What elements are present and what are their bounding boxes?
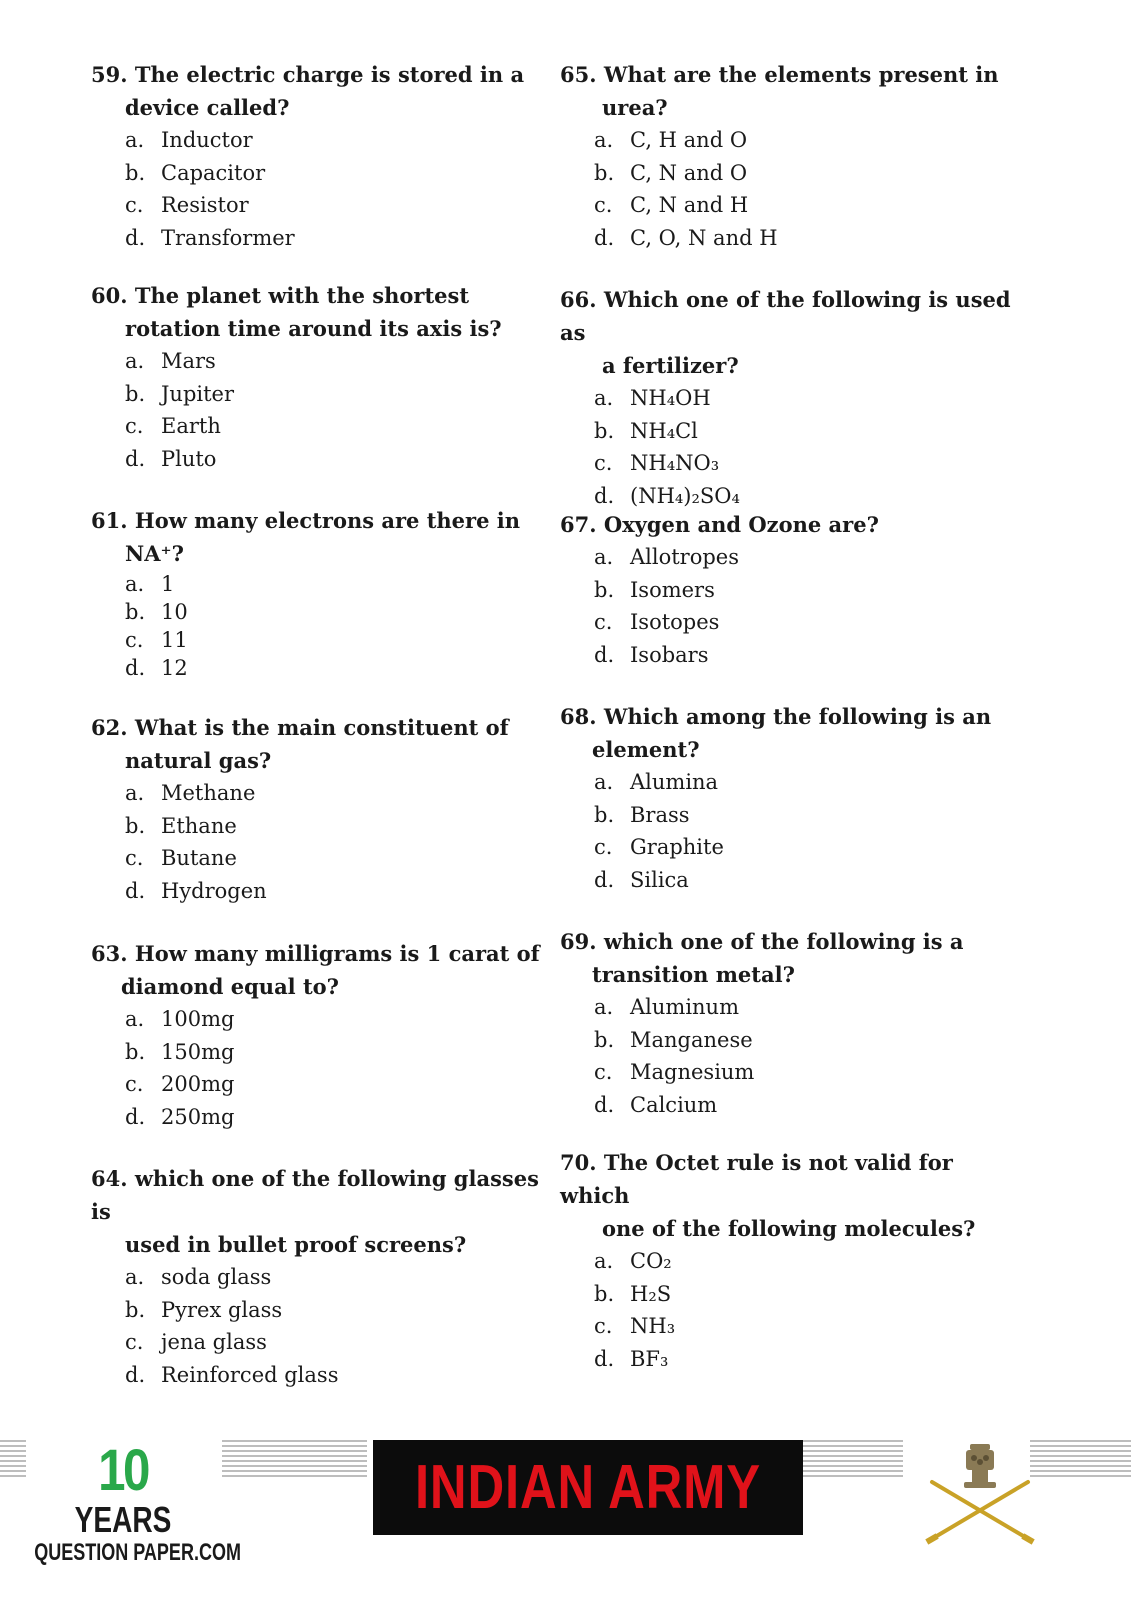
- question-text: diamond equal to?: [121, 974, 339, 999]
- question-text: How many milligrams is 1 carat of: [134, 941, 540, 966]
- question-68: [560, 700, 1020, 896]
- question-number: 65.: [560, 62, 597, 87]
- option-item: a. C, H and O: [594, 128, 748, 152]
- option-item: c. C, N and H: [594, 193, 749, 217]
- question-59: [91, 58, 541, 254]
- question-text: which one of the following is a: [603, 929, 964, 954]
- option-item: a. Inductor: [125, 128, 253, 152]
- question-text: device called?: [125, 95, 290, 120]
- question-60: [91, 279, 541, 475]
- question-number: 66.: [560, 287, 597, 312]
- option-item: b. 10: [125, 600, 188, 624]
- question-text: The planet with the shortest: [134, 283, 470, 308]
- option-item: a. 1: [125, 572, 175, 596]
- indian-army-banner: INDIAN ARMY: [373, 1440, 803, 1535]
- option-item: c. Resistor: [125, 193, 249, 217]
- option-list: [560, 124, 1020, 254]
- footer-stripes: [222, 1440, 367, 1480]
- question-number: 59.: [91, 62, 128, 87]
- question-number: 63.: [91, 941, 128, 966]
- option-item: c. 11: [125, 628, 188, 652]
- option-item: a. Allotropes: [594, 545, 740, 569]
- option-item: a. Methane: [125, 781, 256, 805]
- option-item: a. Mars: [125, 349, 216, 373]
- question-text: a fertilizer?: [602, 353, 739, 378]
- option-item: a. 100mg: [125, 1007, 235, 1031]
- ten-years-question-paper-logo: 10 YEARS QUESTION PAPER.COM: [34, 1438, 241, 1566]
- footer-stripes: [1030, 1440, 1131, 1480]
- question-number: 62.: [91, 715, 128, 740]
- question-text: one of the following molecules?: [602, 1216, 976, 1241]
- footer-stripes: [803, 1440, 903, 1480]
- option-item: d. Silica: [594, 867, 689, 892]
- option-item: b. Capacitor: [125, 160, 266, 185]
- question-66: [560, 283, 1020, 512]
- option-list: [560, 766, 1020, 896]
- option-item: b. Pyrex glass: [125, 1297, 283, 1322]
- option-item: b. Manganese: [594, 1027, 753, 1052]
- option-item: d. BF₃: [594, 1346, 669, 1371]
- option-list: [560, 541, 1020, 671]
- option-item: a. NH₄OH: [594, 386, 711, 410]
- option-item: a. Alumina: [594, 770, 719, 794]
- question-text: used in bullet proof screens?: [125, 1232, 467, 1257]
- option-list: [91, 345, 541, 475]
- option-item: c. NH₄NO₃: [594, 451, 720, 475]
- question-text: What are the elements present in: [603, 62, 999, 87]
- question-62: [91, 711, 541, 907]
- question-63: [91, 937, 541, 1133]
- option-item: b. Isomers: [594, 577, 715, 602]
- page-footer: [0, 1440, 1131, 1600]
- option-item: c. NH₃: [594, 1314, 676, 1338]
- option-item: d. Pluto: [125, 446, 217, 471]
- option-item: c. Magnesium: [594, 1060, 755, 1084]
- option-list: [560, 1245, 1020, 1375]
- question-text: What is the main constituent of: [134, 715, 509, 740]
- option-item: b. H₂S: [594, 1281, 672, 1306]
- question-text: The electric charge is stored in a: [134, 62, 525, 87]
- question-67: [560, 508, 1020, 671]
- option-item: d. (NH₄)₂SO₄: [594, 483, 740, 508]
- question-text: How many electrons are there in: [134, 508, 521, 533]
- option-item: b. NH₄Cl: [594, 418, 698, 443]
- question-text: urea?: [602, 95, 668, 120]
- option-list: [91, 570, 541, 682]
- option-list: [560, 382, 1020, 512]
- option-item: c. Graphite: [594, 835, 724, 859]
- option-item: d. C, O, N and H: [594, 225, 778, 250]
- option-list: [91, 124, 541, 254]
- option-item: d. Reinforced glass: [125, 1362, 339, 1387]
- question-number: 68.: [560, 704, 597, 729]
- question-text: element?: [592, 737, 700, 762]
- option-list: [91, 777, 541, 907]
- option-item: a. CO₂: [594, 1249, 672, 1273]
- question-text: rotation time around its axis is?: [125, 316, 502, 341]
- question-text: The Octet rule is not valid for which: [560, 1150, 953, 1208]
- question-number: 70.: [560, 1150, 597, 1175]
- option-item: a. soda glass: [125, 1265, 272, 1289]
- option-list: [91, 1261, 541, 1391]
- question-text: Which one of the following is used as: [560, 287, 1011, 345]
- question-text: Oxygen and Ozone are?: [603, 512, 879, 537]
- question-70: [560, 1146, 1020, 1375]
- question-number: 61.: [91, 508, 128, 533]
- question-number: 67.: [560, 512, 597, 537]
- question-text: NA⁺?: [125, 541, 184, 566]
- option-item: b. Jupiter: [125, 381, 235, 406]
- option-item: c. Butane: [125, 846, 237, 870]
- option-item: a. Aluminum: [594, 995, 739, 1019]
- indian-army-crossed-swords-emblem-icon: [920, 1440, 1040, 1560]
- option-item: b. Brass: [594, 802, 690, 827]
- question-text: natural gas?: [125, 748, 272, 773]
- option-item: d. Isobars: [594, 642, 709, 667]
- option-item: b. Ethane: [125, 813, 237, 838]
- option-item: c. 200mg: [125, 1072, 235, 1096]
- question-65: [560, 58, 1020, 254]
- option-item: b. 150mg: [125, 1039, 235, 1064]
- footer-stripes: [0, 1440, 26, 1480]
- question-text: which one of the following glasses is: [91, 1166, 539, 1224]
- question-61: [91, 504, 541, 682]
- option-item: c. Earth: [125, 414, 221, 438]
- option-item: c. jena glass: [125, 1330, 267, 1354]
- option-item: d. 12: [125, 656, 188, 680]
- option-item: b. C, N and O: [594, 160, 748, 185]
- question-text: transition metal?: [592, 962, 795, 987]
- option-list: [560, 991, 1020, 1121]
- question-69: [560, 925, 1020, 1121]
- question-text: Which among the following is an: [603, 704, 992, 729]
- option-item: d. Transformer: [125, 225, 295, 250]
- question-64: [91, 1162, 541, 1391]
- question-number: 60.: [91, 283, 128, 308]
- question-number: 64.: [91, 1166, 128, 1191]
- option-list: [91, 1003, 541, 1133]
- option-item: d. 250mg: [125, 1104, 235, 1129]
- question-number: 69.: [560, 929, 597, 954]
- option-item: d. Calcium: [594, 1092, 718, 1117]
- option-item: c. Isotopes: [594, 610, 720, 634]
- option-item: d. Hydrogen: [125, 878, 267, 903]
